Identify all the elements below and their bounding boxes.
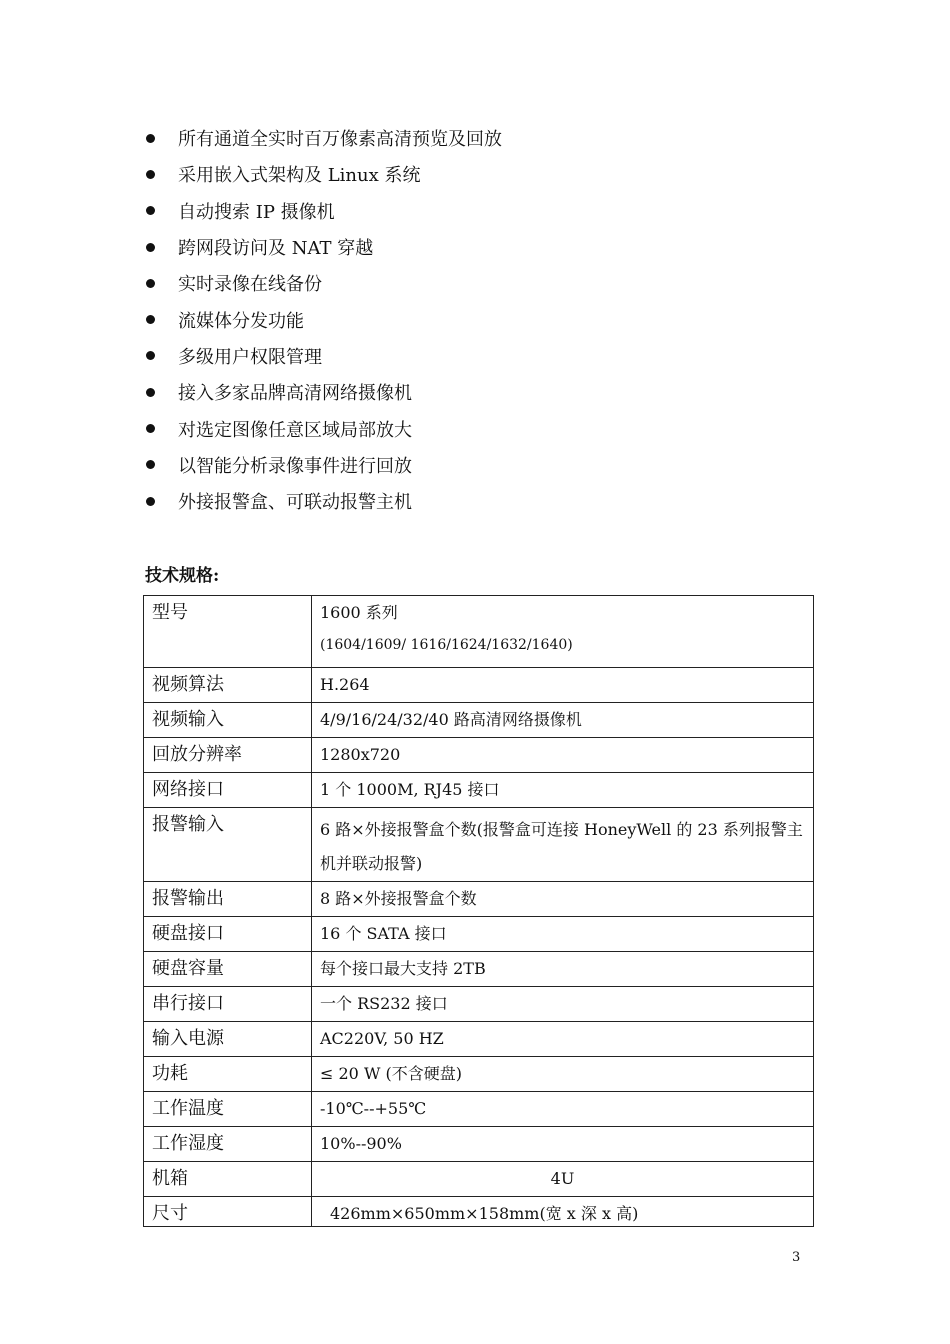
table-row [144,1022,814,1057]
table-row [144,917,814,952]
feature-text: 对选定图像任意区域局部放大 [178,419,412,441]
table-row [144,1057,814,1092]
bullet-icon [146,351,155,360]
table-row [144,882,814,917]
table-row [144,987,814,1022]
spec-label: 网络接口 [144,773,312,808]
feature-item [143,447,843,483]
bullet-icon [146,497,155,506]
spec-label: 报警输出 [144,882,312,917]
spec-value: -10℃--+55℃ [312,1092,814,1127]
spec-value: 每个接口最大支持 2TB [312,952,814,987]
table-row [144,596,814,668]
spec-value: 426mm×650mm×158mm(宽 x 深 x 高) [312,1197,814,1227]
spec-label: 工作湿度 [144,1127,312,1162]
table-row [144,952,814,987]
spec-label: 视频输入 [144,703,312,738]
spec-value: 1 个 1000M, RJ45 接口 [312,773,814,808]
spec-label: 机箱 [144,1162,312,1197]
feature-text: 采用嵌入式架构及 Linux 系统 [178,165,421,187]
bullet-icon [146,170,155,179]
bullet-icon [146,279,155,288]
bullet-icon [146,460,155,469]
spec-value: 8 路×外接报警盒个数 [312,882,814,917]
spec-label: 硬盘容量 [144,952,312,987]
spec-value: 4/9/16/24/32/40 路高清网络摄像机 [312,703,814,738]
feature-text: 自动搜索 IP 摄像机 [178,201,335,223]
bullet-icon [146,134,155,143]
feature-item [143,483,843,519]
spec-label: 串行接口 [144,987,312,1022]
model-variants: (1604/1609/ 1616/1624/1632/1640) [320,637,573,653]
spec-value: 1280x720 [312,738,814,773]
feature-item [143,120,843,156]
bullet-icon [146,315,155,324]
model-series: 1600 系列 [320,603,398,622]
page-number: 3 [792,1250,801,1265]
feature-item [143,229,843,265]
spec-value: H.264 [312,668,814,703]
feature-item [143,156,843,192]
table-row [144,1092,814,1127]
spec-label: 功耗 [144,1057,312,1092]
feature-item [143,410,843,446]
spec-label: 尺寸 [144,1197,312,1227]
spec-label: 输入电源 [144,1022,312,1057]
spec-label: 硬盘接口 [144,917,312,952]
feature-text: 多级用户权限管理 [178,346,322,368]
bullet-icon [146,206,155,215]
spec-value: 16 个 SATA 接口 [312,917,814,952]
feature-text: 实时录像在线备份 [178,274,322,296]
table-row [144,773,814,808]
spec-value: 一个 RS232 接口 [312,987,814,1022]
feature-item [143,301,843,337]
table-row [144,703,814,738]
feature-text: 所有通道全实时百万像素高清预览及回放 [178,129,502,151]
feature-text: 以智能分析录像事件进行回放 [178,455,412,477]
feature-item [143,338,843,374]
table-row [144,1127,814,1162]
table-row [144,1197,814,1227]
feature-text: 流媒体分发功能 [178,310,304,332]
spec-label: 型号 [144,596,312,668]
table-row [144,738,814,773]
feature-text: 外接报警盒、可联动报警主机 [178,492,412,514]
spec-value [312,596,814,668]
spec-value: 4U [312,1162,814,1197]
feature-item [143,193,843,229]
spec-value: AC220V, 50 HZ [312,1022,814,1057]
feature-list [143,120,843,519]
spec-value: ≤ 20 W (不含硬盘) [312,1057,814,1092]
spec-value: 10%--90% [312,1127,814,1162]
spec-label: 视频算法 [144,668,312,703]
spec-heading: 技术规格: [145,566,220,586]
bullet-icon [146,388,155,397]
spec-label: 回放分辨率 [144,738,312,773]
spec-label: 报警输入 [144,808,312,882]
feature-item [143,265,843,301]
bullet-icon [146,424,155,433]
feature-item [143,374,843,410]
table-row [144,808,814,882]
feature-text: 接入多家品牌高清网络摄像机 [178,383,412,405]
bullet-icon [146,243,155,252]
feature-text: 跨网段访问及 NAT 穿越 [178,238,374,260]
spec-label: 工作温度 [144,1092,312,1127]
spec-value: 6 路×外接报警盒个数(报警盒可连接 HoneyWell 的 23 系列报警主机并联动报警) [312,808,814,882]
table-row [144,668,814,703]
spec-table [143,595,814,1227]
table-row [144,1162,814,1197]
